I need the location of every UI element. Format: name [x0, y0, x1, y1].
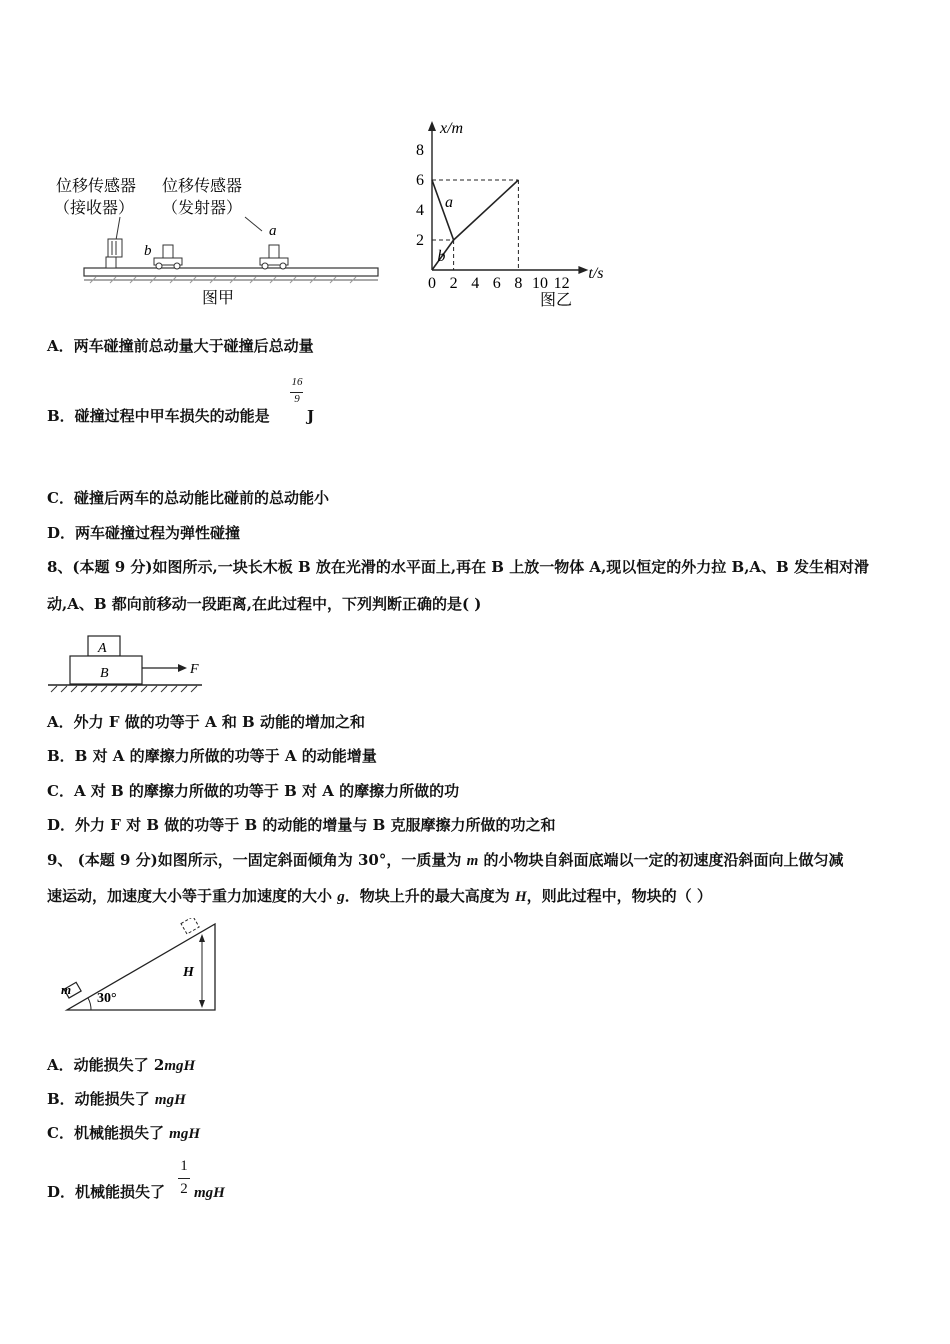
figure-yi-chart [400, 95, 730, 320]
q9-option-c-prefix: C．机械能损失了 [47, 1124, 170, 1142]
figure-jia [50, 165, 390, 315]
x-tick-label: 4 [471, 275, 480, 292]
q9-stem-1-part-a: 9、 (本题 9 分)如图所示，一固定斜面倾角为 30°，一质量为 [47, 851, 467, 869]
q9-option-d-prefix: D．机械能损失了 [47, 1183, 166, 1201]
y-tick-label: 8 [416, 142, 424, 159]
q8-option-d: D．外力 F 对 B 做的功等于 B 的动能的增量与 B 克服摩擦力所做的功之和 [47, 816, 556, 834]
q8-fig-label-f: F [190, 662, 199, 677]
q9-option-d-denominator: 2 [180, 1181, 188, 1197]
q9-stem-2-part-a: 速运动，加速度大小等于重力加速度的大小 [47, 887, 338, 905]
q7-option-b-denominator: 9 [294, 393, 300, 405]
x-axis-label: t/s [588, 265, 604, 282]
q9-option-a-expr: mgH [164, 1058, 196, 1074]
x-tick-label: 6 [492, 275, 501, 292]
fig-jia-caption: 图甲 [202, 290, 235, 307]
q9-stem-line-1 [47, 850, 843, 871]
q9-option-d-fraction-bar [178, 1178, 190, 1179]
q9-stem-var-g: g [337, 889, 345, 905]
q9-option-d-expr-wrap [194, 1182, 225, 1203]
q9-stem-var-m: m [466, 853, 479, 869]
q9-option-b [47, 1089, 186, 1110]
x-tick-label: 10 [532, 275, 548, 292]
q8-fig-label-a: A [98, 641, 107, 656]
receiver-label-2: （接收器） [54, 200, 135, 217]
q9-option-d-expr: mgH [194, 1185, 225, 1201]
q8-stem-line-1: 8、(本题 9 分)如图所示,一块长木板 B 放在光滑的水平面上,再在 B 上放一物体 A,现以恒定的外力拉 B,A、B 发生相对滑 [47, 558, 869, 576]
q7-option-b-unit: J [307, 407, 315, 425]
q9-fig-label-h: H [183, 965, 194, 980]
q8-figure [45, 630, 210, 695]
q9-stem-2-part-b: ．物块上升的最大高度为 [344, 887, 515, 905]
q9-option-c [47, 1123, 200, 1144]
series-label-b: b [437, 248, 446, 265]
receiver-sensor [106, 239, 122, 268]
q8-fig-label-b: B [100, 666, 109, 681]
x-axis-arrow [578, 266, 588, 274]
y-tick-label: 2 [416, 232, 424, 249]
q8-option-a: A．外力 F 做的功等于 A 和 B 动能的增加之和 [47, 713, 365, 731]
x-tick-label: 0 [428, 275, 436, 292]
q9-fig-label-angle: 30° [97, 991, 117, 1006]
y-tick-label: 4 [416, 202, 424, 219]
q9-incline-figure [55, 918, 225, 1018]
chart-labels [416, 120, 604, 292]
q9-stem-2-part-c: ，则此过程中，物块的（ ） [526, 887, 712, 905]
q7-option-d: D．两车碰撞过程为弹性碰撞 [47, 524, 241, 542]
q9-option-b-prefix: B．动能损失了 [47, 1090, 155, 1108]
q7-option-b-numerator: 16 [291, 376, 303, 388]
q9-fig-label-m: m [61, 982, 72, 997]
q9-stem-var-h: H [514, 889, 527, 905]
fig-yi-caption: 图乙 [540, 292, 573, 309]
y-axis-arrow [428, 121, 436, 131]
q7-option-b [47, 406, 270, 426]
q7-option-c: C．碰撞后两车的总动能比碰前的总动能小 [47, 489, 329, 507]
q9-option-d-numerator: 1 [180, 1158, 188, 1174]
y-tick-label: 6 [416, 172, 424, 189]
q9-option-d [47, 1182, 165, 1202]
y-axis-label: x/m [440, 120, 464, 137]
q9-option-c-expr: mgH [169, 1126, 201, 1142]
x-tick-label: 12 [553, 275, 570, 292]
x-tick-label: 2 [449, 275, 458, 292]
q8-option-b: B．B 对 A 的摩擦力所做的功等于 A 的动能增量 [47, 747, 377, 765]
q9-option-a-prefix: A．动能损失了 2 [47, 1056, 165, 1074]
cart-a-label: a [269, 223, 277, 239]
q9-stem-line-2 [47, 886, 712, 907]
q9-stem-1-part-b: 的小物块自斜面底端以一定的初速度沿斜面向上做匀减 [478, 851, 844, 869]
x-tick-label: 8 [514, 275, 523, 292]
q9-option-b-expr: mgH [154, 1092, 186, 1108]
emitter-label-2: （发射器） [162, 200, 243, 217]
emitter-label-1: 位移传感器 [162, 178, 243, 195]
cart-b-label: b [144, 243, 152, 259]
q7-option-a: A．两车碰撞前总动量大于碰撞后总动量 [47, 337, 314, 355]
q8-option-c: C．A 对 B 的摩擦力所做的功等于 B 对 A 的摩擦力所做的功 [47, 782, 460, 800]
series-line-a-b [454, 180, 519, 240]
cart-b [154, 245, 182, 269]
cart-a [260, 245, 288, 269]
q8-stem-line-2: 动,A、B 都向前移动一段距离,在此过程中，下列判断正确的是( ) [47, 595, 482, 613]
series-label-a: a [444, 194, 453, 211]
receiver-label-1: 位移传感器 [56, 178, 137, 195]
q7-option-b-prefix: B．碰撞过程中甲车损失的动能是 [47, 407, 270, 425]
q9-option-a [47, 1055, 195, 1076]
